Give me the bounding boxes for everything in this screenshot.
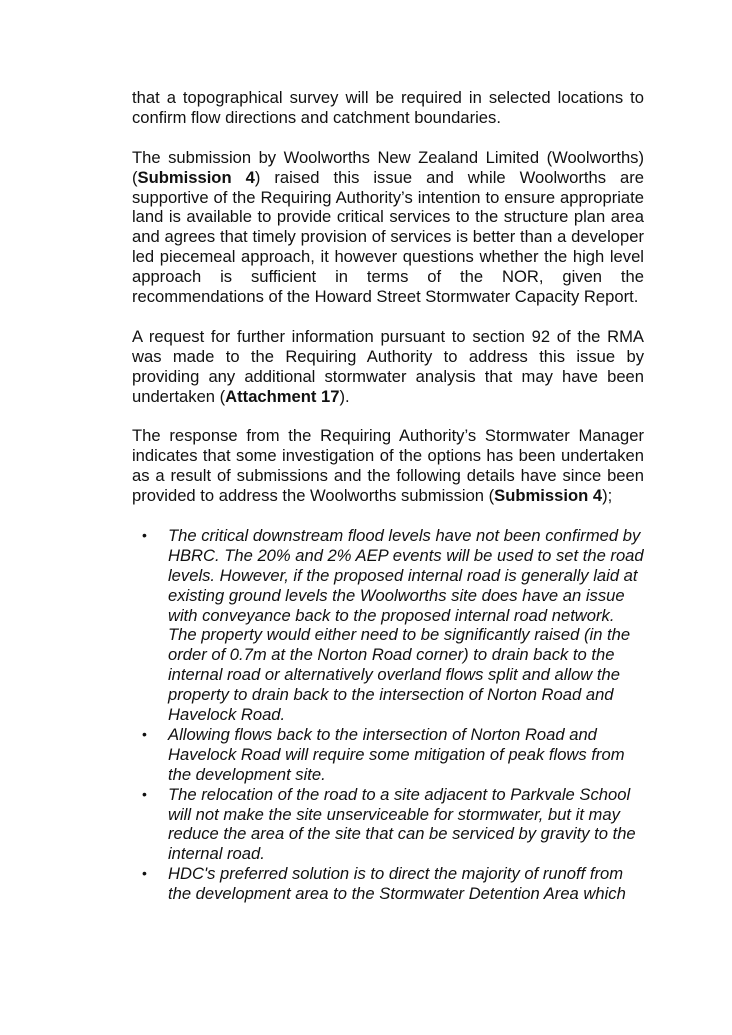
- bullet-list: [132, 526, 644, 904]
- paragraph-text-end: ) raised this issue and while Woolworths are supportive of the Requiring Authority’s intention to ensure appropriate land is available to provide critical services to the structure plan area and agrees that timely provision of services is better than a developer led piecemeal approach, it however questions whether the high level approach is sufficient in terms of the NOR, given the recommendations of the Howard Street Stormwater Capacity Report.: [132, 167, 644, 307]
- submission-reference: Submission 4: [494, 486, 603, 506]
- paragraph-section-92-request: [132, 327, 644, 407]
- list-item: [132, 864, 644, 904]
- list-item: [132, 785, 644, 865]
- paragraph-stormwater-response: [132, 426, 644, 506]
- paragraph-survey: that a topographical survey will be required in selected locations to confirm flow directions and catchment boundaries.: [132, 88, 644, 127]
- attachment-reference: Attachment 17: [225, 386, 340, 406]
- document-page: [132, 88, 644, 904]
- list-item: [132, 526, 644, 725]
- paragraph-text-end: ).: [339, 386, 350, 406]
- paragraph-text-start: The submission by Woolworths New Zealand Limited (Woolworths) (: [132, 147, 644, 187]
- paragraph-text-start: The response from the Requiring Authority’s Stormwater Manager indicates that some investigation of the options has been undertaken as a result of submissions and the following details have since been provided to address the Woolworths submission (: [132, 426, 644, 506]
- bullet-text: The relocation of the road to a site adjacent to Parkvale School will not make the site unserviceable for stormwater, but it may reduce the area of the site that can be serviced by gravity to the internal road.: [168, 784, 636, 864]
- bullet-text: HDC's preferred solution is to direct the majority of runoff from the development area to the Stormwater Detention Area which: [168, 864, 626, 904]
- paragraph-text-end: );: [602, 486, 613, 506]
- paragraph-text-start: A request for further information pursuant to section 92 of the RMA was made to the Requiring Authority to address this issue by providing any additional stormwater analysis that may have been undertaken (: [132, 326, 644, 406]
- bullet-text: Allowing flows back to the intersection of Norton Road and Havelock Road will require some mitigation of peak flows from the development site.: [168, 724, 625, 784]
- list-item: [132, 725, 644, 785]
- bullet-marker-icon: •: [142, 865, 147, 882]
- submission-reference: Submission 4: [137, 167, 255, 187]
- bullet-marker-icon: •: [142, 725, 147, 742]
- paragraph-woolworths-submission: [132, 148, 644, 307]
- bullet-text: The critical downstream flood levels have not been confirmed by HBRC. The 20% and 2% AEP events will be used to set the road levels. However, if the proposed internal road is generally laid at existing ground levels the Woolworths site does have an issue with conveyance back to the proposed internal road network. The property would either need to be significantly raised (in the order of 0.7m at the Norton Road corner) to drain back to the internal road or alternatively overland flows split and allow the property to drain back to the intersection of Norton Road and Havelock Road.: [168, 525, 644, 725]
- bullet-marker-icon: •: [142, 785, 147, 802]
- bullet-marker-icon: •: [142, 526, 147, 543]
